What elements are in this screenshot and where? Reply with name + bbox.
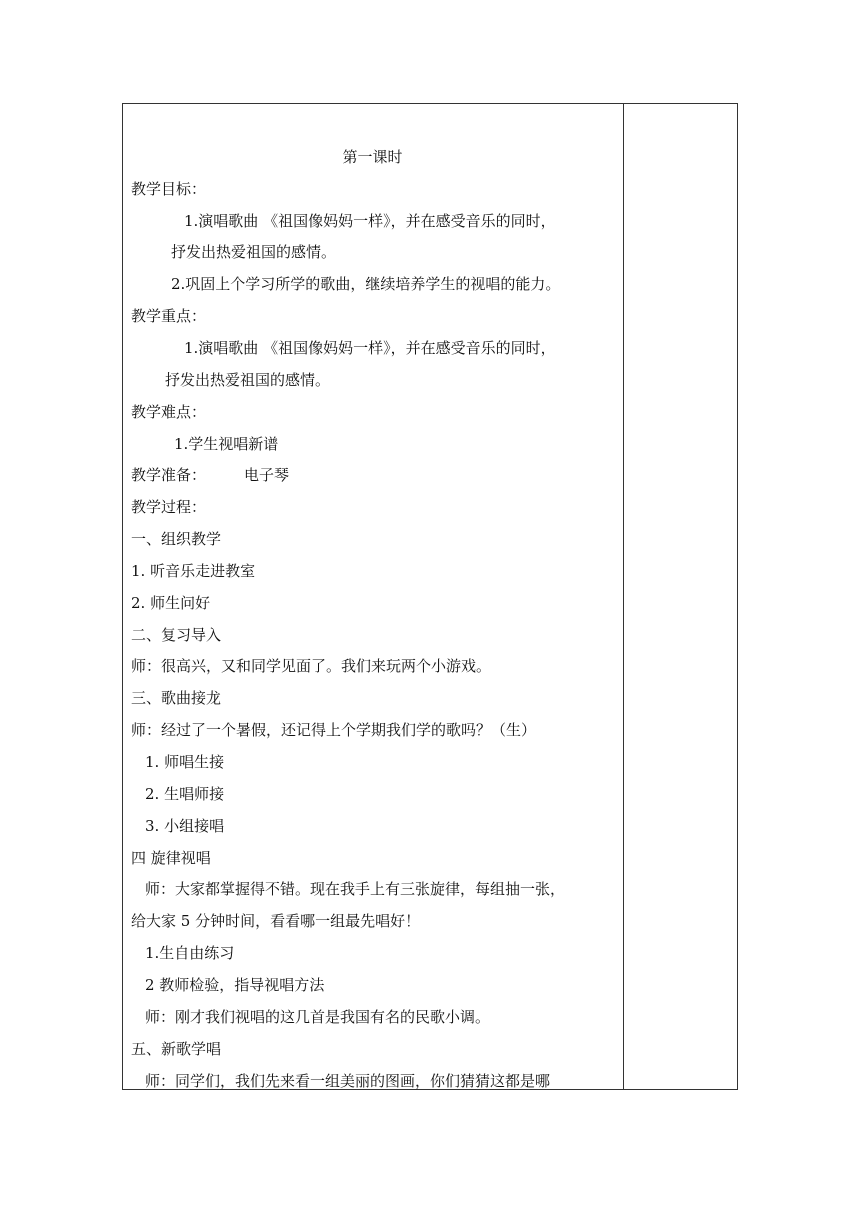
section-heading-key-points: 教学重点： bbox=[131, 307, 207, 325]
objective-2: 2.巩固上个学习所学的歌曲，继续培养学生的视唱的能力。 bbox=[171, 275, 561, 293]
step-3-item-3: 3. 小组接唱 bbox=[145, 817, 225, 835]
step-4-item-1: 1.生自由练习 bbox=[145, 944, 235, 962]
step-5-heading: 五、新歌学唱 bbox=[131, 1040, 222, 1058]
lesson-title: 第一课时 bbox=[342, 148, 403, 166]
step-2-text: 师：很高兴，又和同学见面了。我们来玩两个小游戏。 bbox=[131, 657, 492, 675]
step-5-text: 师：同学们，我们先来看一组美丽的图画，你们猜猜这都是哪 bbox=[145, 1072, 551, 1090]
key-point-1: 1.演唱歌曲 《祖国像妈妈一样》，并在感受音乐的同时， bbox=[184, 339, 556, 357]
step-4-text-cont: 给大家 5 分钟时间，看看哪一组最先唱好！ bbox=[131, 912, 421, 930]
difficulty-1: 1.学生视唱新谱 bbox=[174, 435, 279, 453]
section-heading-difficulties: 教学难点： bbox=[131, 403, 207, 421]
step-3-heading: 三、歌曲接龙 bbox=[131, 689, 222, 707]
step-1-heading: 一、组织教学 bbox=[131, 530, 222, 548]
step-2-heading: 二、复习导入 bbox=[131, 626, 222, 644]
step-3-text: 师：经过了一个暑假，还记得上个学期我们学的歌吗？（生） bbox=[131, 721, 537, 739]
step-3-item-2: 2. 生唱师接 bbox=[145, 785, 225, 803]
step-4-text: 师：大家都掌握得不错。现在我手上有三张旋律，每组抽一张， bbox=[145, 880, 566, 898]
step-1-item-1: 1. 听音乐走进教室 bbox=[131, 562, 256, 580]
objective-1-cont: 抒发出热爱祖国的感情。 bbox=[171, 243, 337, 261]
step-3-item-1: 1. 师唱生接 bbox=[145, 753, 225, 771]
section-heading-preparation: 教学准备： bbox=[131, 466, 207, 484]
section-heading-objectives: 教学目标： bbox=[131, 180, 207, 198]
key-point-1-cont: 抒发出热爱祖国的感情。 bbox=[165, 371, 331, 389]
preparation-value: 电子琴 bbox=[244, 466, 290, 484]
step-4-item-2: 2 教师检验，指导视唱方法 bbox=[145, 976, 325, 994]
section-heading-process: 教学过程： bbox=[131, 498, 207, 516]
step-1-item-2: 2. 师生问好 bbox=[131, 594, 211, 612]
step-4-text-2: 师：刚才我们视唱的这几首是我国有名的民歌小调。 bbox=[145, 1008, 491, 1026]
objective-1: 1.演唱歌曲 《祖国像妈妈一样》，并在感受音乐的同时， bbox=[184, 212, 556, 230]
table-column-divider bbox=[623, 103, 624, 1090]
step-4-heading: 四 旋律视唱 bbox=[131, 849, 211, 867]
